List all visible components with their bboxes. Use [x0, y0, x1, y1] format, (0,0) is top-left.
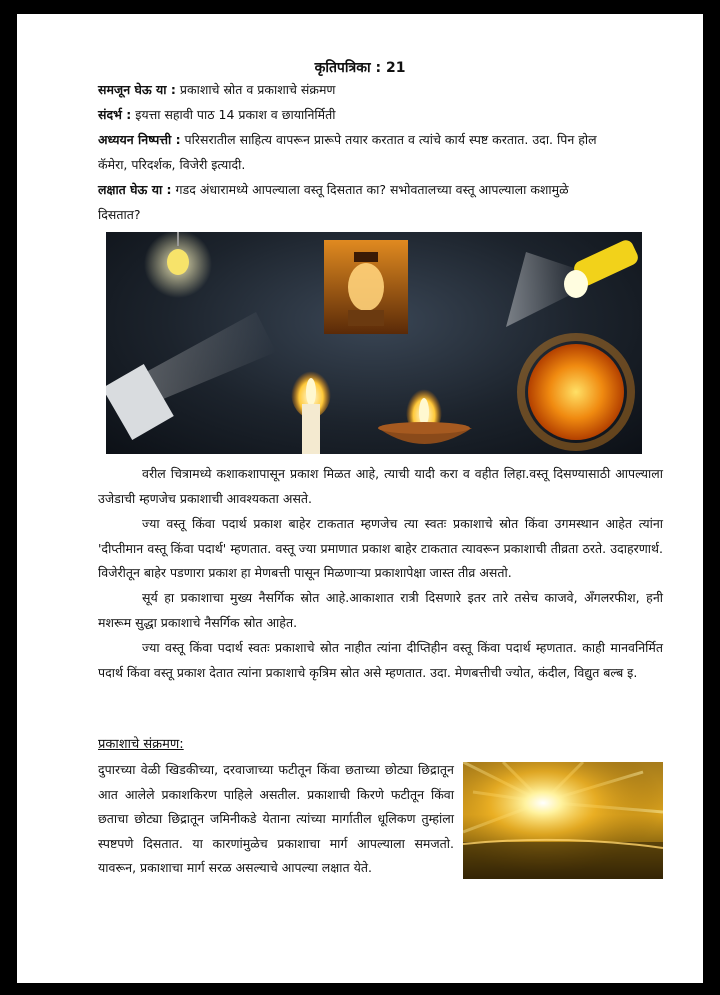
sandarbh-label: संदर्भ :	[98, 107, 132, 122]
paragraph-1-text: वरील चित्रामध्ये कशाकशापासून प्रकाश मिळत आहे, त्याची यादी करा व वहीत लिहा.वस्तू दिसण्यासाठी आपल्याला उजेडाची म्हणजेच प्रकाशाची आवश्यकता असते.	[98, 466, 663, 506]
section-heading: प्रकाशाचे संक्रमण:	[98, 737, 184, 752]
light-sources-illustration	[106, 232, 642, 454]
lakshat-text: गडद अंधारामध्ये आपल्याला वस्तू दिसतात का? सभोवतालच्या वस्तू आपल्याला कशामुळे	[171, 182, 569, 197]
light-sources-image	[106, 232, 642, 454]
nishpatti-label: अध्ययन निष्पत्ती :	[98, 132, 181, 147]
sunlight-rays-image	[463, 762, 663, 879]
sunlight-rays-illustration	[463, 762, 663, 879]
projector-icon	[106, 312, 276, 440]
paragraph-3-text: सूर्य हा प्रकाशाचा मुख्य नैसर्गिक स्रोत आहे.आकाशात रात्री दिसणारे इतर तारे तसेच काजवे, अँगलरफीश, हनी मशरूम सुद्धा प्रकाशाचे नैसर्गिक स्रोत आहेत.	[98, 590, 663, 630]
paragraph-5-text: दुपारच्या वेळी खिडकीच्या, दरवाजाच्या फटीतून किंवा छताच्या छोट्या छिद्रातून आत आलेले प्रकाशकिरण पाहिले असतील. प्रकाशाची किरणे फटीतून किंवा छताचा छोट्या छिद्रातून जमिनीकडे येताना त्यांच्या मार्गातील धूलिकण तुम्हांला स्पष्टपणे दिसतात. या कारणांमुळेच प्रकाशाचा मार्ग आपल्याला समजतो. यावरून, प्रकाशाचा मार्ग सरळ असल्याचे आपल्या लक्षात येते.	[98, 762, 454, 875]
nishpatti-line-2: कॅमेरा, परिदर्शक, विजेरी इत्यादी.	[98, 157, 246, 172]
paragraph-3	[98, 586, 663, 636]
worksheet-title: कृतिपत्रिका : 21	[314, 60, 406, 76]
paragraph-4	[98, 636, 663, 710]
paragraph-2	[98, 512, 663, 586]
diya-icon	[378, 384, 472, 444]
bulb-icon	[144, 232, 212, 298]
candle-icon	[291, 366, 331, 454]
sandarbh-line	[98, 103, 663, 127]
paragraph-4-text: ज्या वस्तू किंवा पदार्थ स्वतः प्रकाशाचे स्रोत नाहीत त्यांना दीप्तिहीन वस्तू किंवा पदार्थ म्हणतात. काही मानवनिर्मित पदार्थ किंवा वस्तू प्रकाश देतात त्यांना प्रकाशाचे कृत्रिम स्रोत असे म्हणतात. उदा. मेणबत्तीची ज्योत, कंदील, विद्युत बल्ब इ.	[98, 640, 663, 680]
sun-icon	[521, 337, 631, 447]
samjun-line	[98, 78, 663, 102]
lakshat-line	[98, 178, 663, 202]
nishpatti-line	[98, 128, 663, 152]
lakshat-line-2: दिसतात?	[98, 207, 141, 222]
samjun-text: प्रकाशाचे स्रोत व प्रकाशाचे संक्रमण	[175, 82, 336, 97]
paragraph-2-text: ज्या वस्तू किंवा पदार्थ प्रकाश बाहेर टाकतात म्हणजेच त्या स्वतः प्रकाशाचे स्रोत किंवा उगमस्थान आहेत त्यांना 'दीप्तीमान वस्तू किंवा पदार्थ' म्हणतात. वस्तू ज्या प्रमाणात प्रकाश बाहेर टाकतात त्यावरून प्रकाशाची तीव्रता ठरते. उदाहरणार्थ. विजेरीतून बाहेर पडणारा प्रकाश हा मेणबत्ती पासून मिळणाऱ्या प्रकाशापेक्षा जास्त तीव्र असतो.	[98, 516, 663, 580]
sandarbh-text: इयत्ता सहावी पाठ 14 प्रकाश व छायानिर्मिती	[131, 107, 336, 122]
lakshat-label: लक्षात घेऊ या :	[98, 182, 172, 197]
worksheet-page	[17, 14, 703, 983]
paragraph-1	[98, 462, 663, 512]
samjun-label: समजून घेऊ या :	[98, 82, 176, 97]
torch-icon	[506, 238, 640, 327]
paragraph-5	[98, 758, 454, 908]
lantern-icon	[324, 240, 408, 334]
nishpatti-text: परिसरातील साहित्य वापरून प्रारूपे तयार करतात व त्यांचे कार्य स्पष्ट करतात. उदा. पिन होल	[180, 132, 597, 147]
